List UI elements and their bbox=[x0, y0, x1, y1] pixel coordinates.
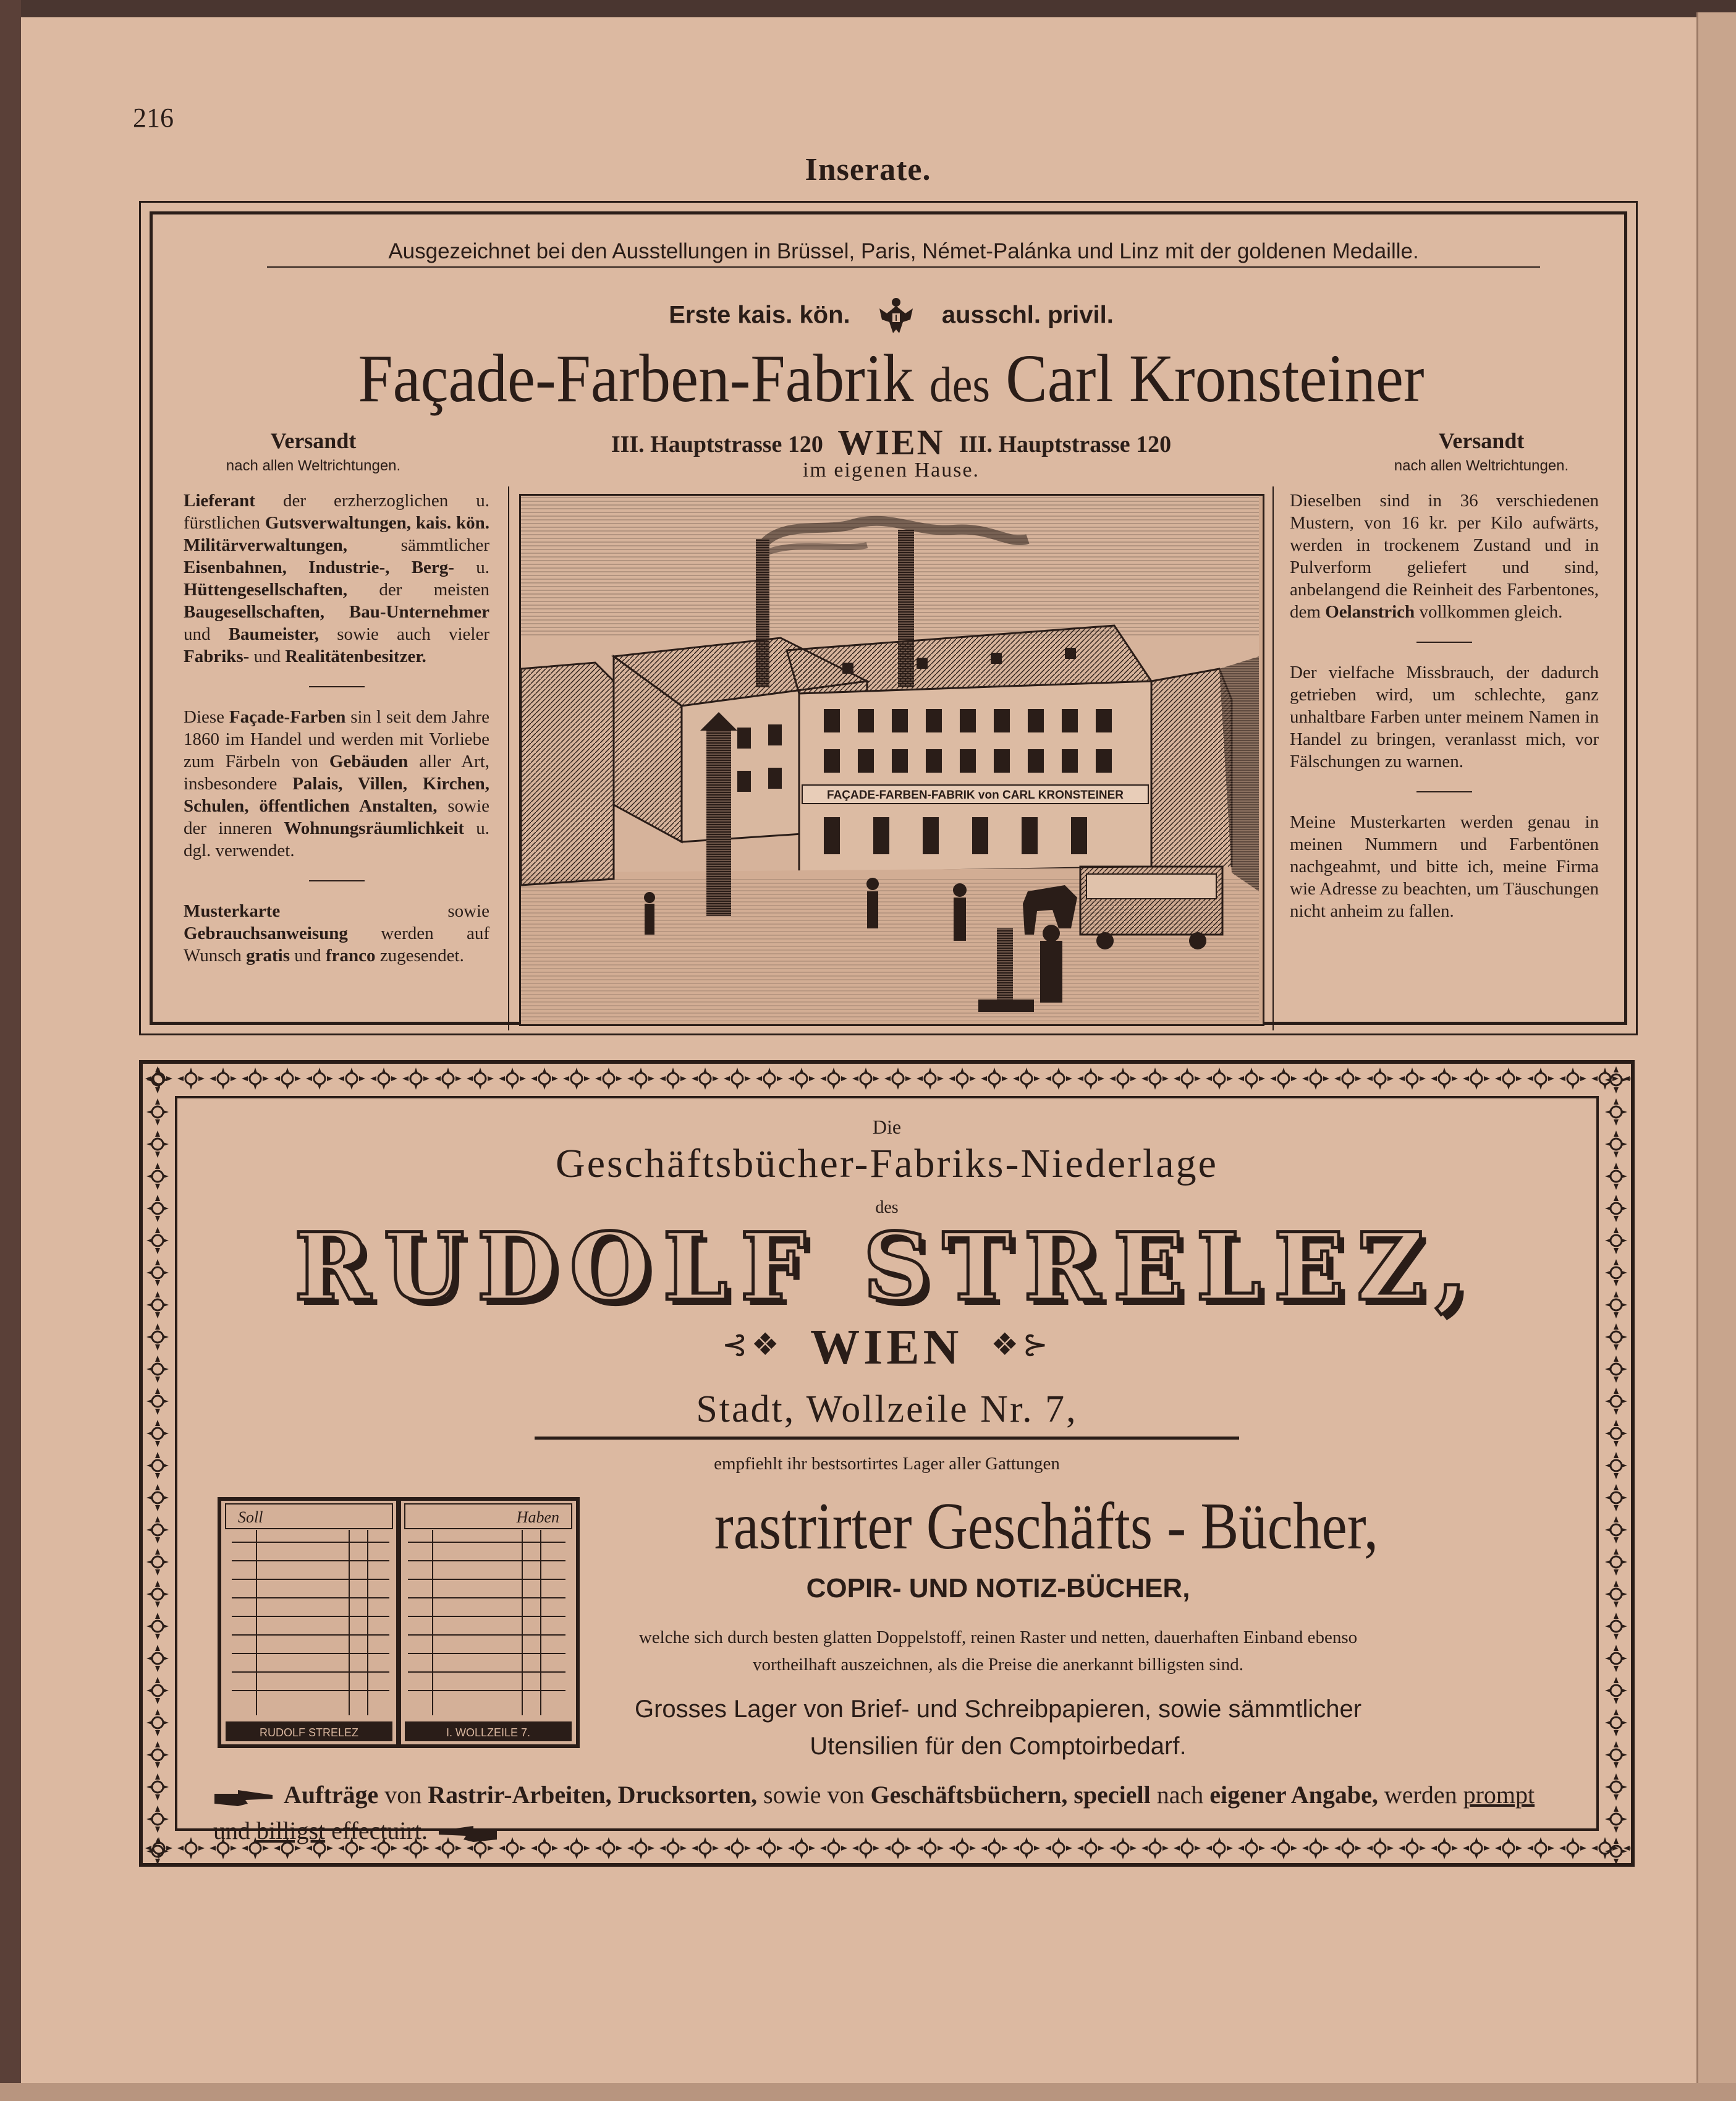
text-run: sowie auch vieler bbox=[319, 624, 489, 644]
text-run: Realitätenbesitzer. bbox=[285, 647, 426, 666]
intro-des: des bbox=[875, 1198, 899, 1217]
ad-kronsteiner bbox=[139, 201, 1638, 1035]
factory-engraving bbox=[519, 494, 1264, 1026]
warning-paragraph: Der vielfache Missbrauch, der dadurch getrieben wird, um schlechte, ganz unhaltbare Farben unter meinem Namen in Handel zu bringen, veranlasst mich, vor Fälschungen zu warnen. bbox=[1290, 663, 1599, 771]
supplier-paragraph bbox=[184, 490, 489, 668]
text-run: Eisenbahnen, Industrie-, Berg- bbox=[184, 558, 454, 577]
firm-name bbox=[212, 338, 1571, 425]
text-run: werden auf Wunsch bbox=[184, 923, 489, 966]
imitation-paragraph: Meine Musterkarten werden genau in meinen Nummern und Farbentönen nachgeahmt, und bitte ich, meine Firma wie Adresse zu beachten, um Täuschungen nicht anheim zu fallen. bbox=[1290, 812, 1599, 921]
left-column bbox=[184, 490, 489, 967]
award-line: Ausgezeichnet bei den Ausstellungen in Brüssel, Paris, Német-Palánka und Linz mit der goldenen Medaille. bbox=[267, 239, 1540, 268]
imperial-eagle-icon bbox=[874, 295, 918, 338]
text-run: Rastrir-Arbeiten, Drucksorten, bbox=[428, 1781, 758, 1809]
text-run: sowie der inneren bbox=[184, 796, 489, 838]
proprietor-name: RUDOLF STRELEZ, bbox=[294, 1213, 1480, 1322]
pointing-hand-icon bbox=[436, 1821, 498, 1846]
text-run: zugesendet. bbox=[375, 946, 464, 966]
orders-note bbox=[213, 1777, 1560, 1849]
text-run: effectuirt. bbox=[325, 1817, 428, 1844]
ad-kronsteiner-inner-frame bbox=[150, 211, 1627, 1025]
text-run: sämmtlicher bbox=[347, 535, 489, 555]
text-run: Geschäftsbüchern, speciell bbox=[870, 1781, 1151, 1809]
ledger-label-left: Soll bbox=[238, 1508, 263, 1526]
separator-rule bbox=[1416, 791, 1472, 792]
shipping-title: Versandt bbox=[1438, 428, 1525, 453]
text-run: sowie von bbox=[757, 1781, 871, 1809]
page-bottom-edge bbox=[0, 2083, 1736, 2101]
address-right: III. Hauptstrasse 120 bbox=[959, 431, 1172, 457]
text-run: sowie bbox=[280, 901, 489, 921]
ledger-book-icon bbox=[213, 1493, 584, 1752]
ledger-foot-right: I. WOLLZEILE 7. bbox=[446, 1726, 531, 1739]
text-run: Musterkarte bbox=[184, 901, 281, 921]
house-note: im eigenen Hause. bbox=[802, 459, 980, 482]
text-run: sin l seit dem Jahre 1860 im Handel und werden mit Vorliebe zum Färbeln von bbox=[184, 707, 489, 771]
shipping-title: Versandt bbox=[270, 428, 357, 453]
separator-rule bbox=[309, 686, 365, 687]
ledger-foot-left: RUDOLF STRELEZ bbox=[259, 1726, 359, 1739]
separator-rule bbox=[309, 880, 365, 881]
text-run: Aufträge bbox=[284, 1781, 379, 1809]
street-address: Stadt, Wollzeile Nr. 7, bbox=[535, 1388, 1239, 1440]
text-run: Gebrauchsanweisung bbox=[184, 923, 348, 943]
text-run: franco bbox=[326, 946, 376, 966]
city-line bbox=[139, 1320, 1635, 1376]
address-left: III. Hauptstrasse 120 bbox=[611, 431, 823, 457]
product-subheadline: COPIR- UND NOTIZ-BÜCHER, bbox=[806, 1573, 1190, 1603]
text-run: Baugesellschaften, Bau-Unternehmer bbox=[184, 602, 489, 622]
text-run: Palais, Villen, Kirchen, Schulen, öffentlichen Anstalten, bbox=[184, 774, 489, 816]
fleuron-icon: ⊰❖ bbox=[721, 1327, 783, 1362]
text-run: gratis bbox=[246, 946, 290, 966]
page-spine bbox=[1696, 12, 1736, 2101]
city-name: WIEN bbox=[810, 1320, 963, 1375]
text-run: Baumeister, bbox=[228, 624, 320, 644]
text-run: Gutsverwaltungen, kais. kön. Militärverwaltungen, bbox=[184, 513, 489, 555]
text-run: Façade-Farben bbox=[229, 707, 346, 727]
text-run: Diese bbox=[184, 707, 229, 727]
text-run: u. dgl. verwendet. bbox=[184, 818, 489, 860]
orders-text bbox=[213, 1781, 1535, 1844]
running-head: Inserate. bbox=[805, 152, 931, 187]
product-description: welche sich durch besten glatten Doppelstoff, reinen Raster und netten, dauerhaften Einband ebenso vortheilhaft auszeichnen, als die Preise die anerkannt billigsten sind. bbox=[638, 1628, 1358, 1674]
text-run: nach bbox=[1150, 1781, 1210, 1809]
text-run: und bbox=[290, 946, 326, 966]
ledger-label-right: Haben bbox=[516, 1508, 559, 1526]
text-run: und bbox=[213, 1817, 256, 1844]
text-run: u. bbox=[454, 558, 490, 577]
store-type: Geschäftsbücher-Fabriks-Niederlage bbox=[556, 1141, 1218, 1186]
product-paragraph bbox=[1290, 490, 1599, 623]
text-run: billigst bbox=[256, 1817, 326, 1844]
factory-illustration bbox=[521, 496, 1259, 1021]
text-run: Oelanstrich bbox=[1325, 602, 1415, 622]
shipping-subtitle: nach allen Weltrichtungen. bbox=[1394, 457, 1569, 474]
separator-rule bbox=[1416, 642, 1472, 643]
firm-name-des: des bbox=[929, 358, 991, 412]
text-run: Lieferant bbox=[184, 491, 255, 511]
text-run: Fabriks- bbox=[184, 647, 250, 666]
text-run: Wohnungsräumlichkeit bbox=[284, 818, 465, 838]
text-run: Dieselben sind in 36 verschiedenen Mustern, von 16 kr. per Kilo aufwärts, werden in trockenem Zustand und in Pulverform geliefert und sind, anbelangend die Reinheit des Farbentones, dem bbox=[1290, 491, 1599, 622]
fleuron-icon: ❖⊱ bbox=[991, 1327, 1052, 1362]
text-run: vollkommen gleich. bbox=[1415, 602, 1563, 622]
ad-strelez bbox=[139, 1060, 1635, 1867]
privilege-line bbox=[153, 295, 1630, 338]
shipping-subtitle: nach allen Weltrichtungen. bbox=[226, 457, 401, 474]
paper-stock-note: Grosses Lager von Brief- und Schreibpapieren, sowie sämmtlicher Utensilien für den Comptoirbedarf. bbox=[634, 1696, 1362, 1760]
privilege-right: ausschl. privil. bbox=[941, 301, 1114, 329]
text-run: eigener Angabe, bbox=[1209, 1781, 1378, 1809]
building-sign-text: FAÇADE-FARBEN-FABRIK von CARL KRONSTEINER bbox=[827, 789, 1124, 802]
text-run: der erzherzoglichen u. fürstlichen bbox=[184, 491, 489, 533]
firm-name-part2: Carl Kronsteiner bbox=[1006, 341, 1425, 416]
page-top-edge bbox=[0, 0, 1736, 17]
column-rule-left bbox=[508, 486, 509, 1030]
text-run: aller Art, insbesondere bbox=[184, 752, 490, 794]
text-run: und bbox=[249, 647, 286, 666]
sample-card-paragraph bbox=[184, 900, 489, 967]
text-run: Hüttengesellschaften, bbox=[184, 580, 347, 600]
city-name: WIEN bbox=[837, 422, 945, 462]
text-run: prompt bbox=[1463, 1781, 1535, 1809]
recommendation-line: empfiehlt ihr bestsortirtes Lager aller Gattungen bbox=[714, 1454, 1060, 1474]
text-run: Gebäuden bbox=[329, 752, 409, 771]
paint-history-paragraph bbox=[184, 706, 489, 862]
text-run: und bbox=[184, 624, 229, 644]
right-column bbox=[1290, 490, 1599, 922]
page-left-edge bbox=[0, 0, 21, 2101]
text-run: der meisten bbox=[347, 580, 489, 600]
product-headline: rastrirter Geschäfts - Bücher, bbox=[714, 1490, 1379, 1563]
text-run: werden bbox=[1378, 1781, 1463, 1809]
firm-name-part1: Façade-Farben-Fabrik bbox=[358, 341, 914, 416]
pointing-hand-icon bbox=[213, 1785, 275, 1810]
ornamental-border-top bbox=[143, 1064, 1631, 1093]
shipping-note-right bbox=[1370, 428, 1593, 475]
intro-die: Die bbox=[872, 1116, 902, 1138]
column-rule-right bbox=[1272, 486, 1274, 1030]
page-number: 216 bbox=[133, 103, 174, 133]
text-run: von bbox=[378, 1781, 428, 1809]
privilege-left: Erste kais. kön. bbox=[669, 301, 850, 329]
